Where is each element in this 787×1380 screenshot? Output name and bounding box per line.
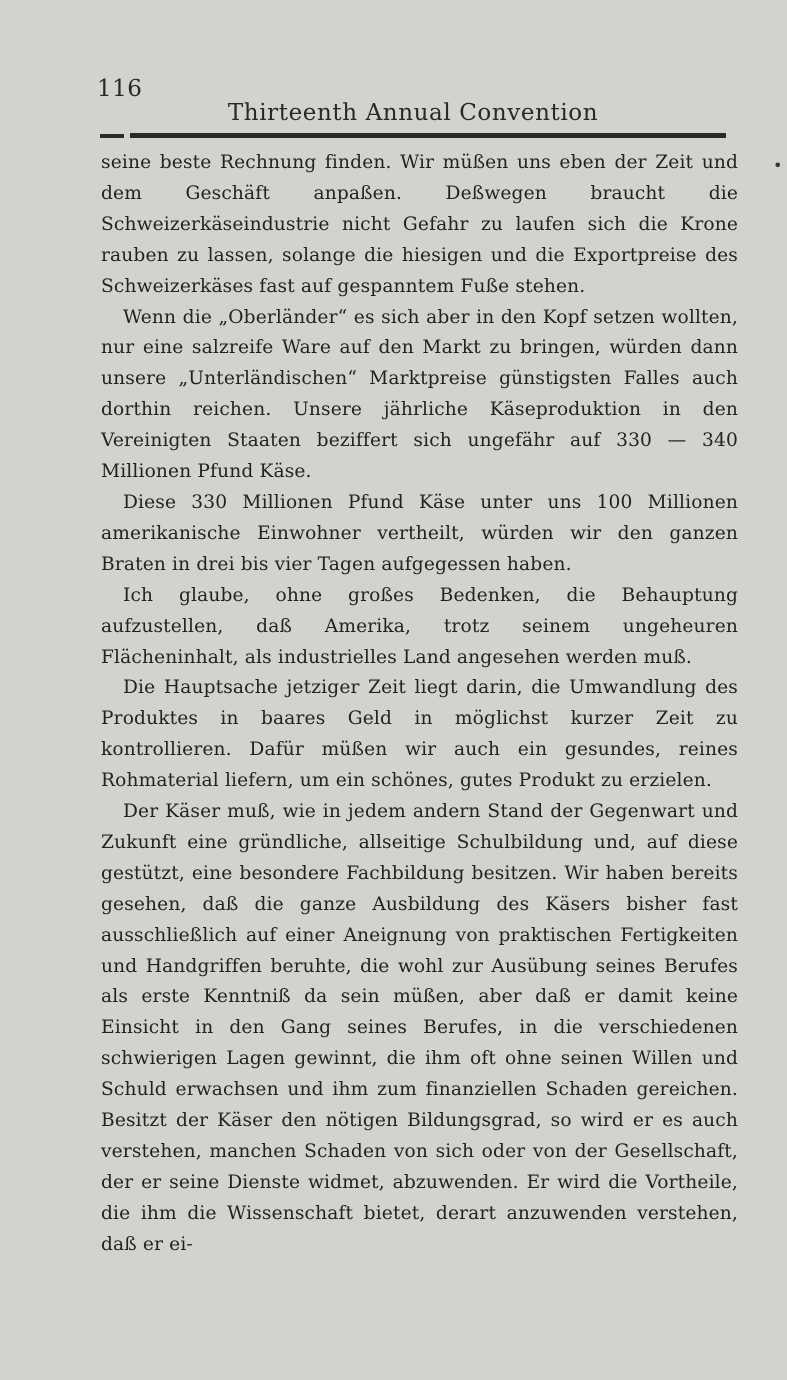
paragraph: Diese 330 Millionen Pfund Käse unter uns 100 Millionen amerikanische Einwohner vertheilt, würden wir den ganzen Braten in drei bis vier Tagen aufgegessen haben. [101,491,738,575]
paragraph: seine beste Rechnung finden. Wir müßen uns eben der Zeit und dem Geschäft anpaßen. Deßwegen braucht die Schweizerkäseindustrie nicht Gefahr zu laufen sich die Krone rauben zu lassen, solange die hiesigen und die Exportpreise des Schweizerkäses fast auf gespanntem Fuße stehen. [101,152,738,297]
paragraph: Die Hauptsache jetziger Zeit liegt darin, die Umwandlung des Produktes in baares Geld in möglichst kurzer Zeit zu kontrollieren. Dafür müßen wir auch ein gesundes, reines Rohmaterial liefern, um ein schönes, gutes Produkt zu erzielen. [101,677,738,792]
paragraph: Ich glaube, ohne großes Bedenken, die Behauptung aufzustellen, daß Amerika, trotz seinem ungeheuren Flächeninhalt, als industrielles Land angesehen werden muß. [101,584,738,668]
running-head: Thirteenth Annual Convention [227,100,599,126]
header-rule-stub [100,134,124,138]
paragraph: Der Käser muß, wie in jedem andern Stand der Gegenwart und Zukunft eine gründliche, allseitige Schulbildung und, auf diese gestützt, eine besondere Fachbildung besitzen. Wir haben bereits gesehen, daß die ganze Ausbildung des Käsers bisher fast ausschließlich auf einer Aneignung von praktischen Fertigkeiten und Handgriffen beruhte, die wohl zur Ausübung seines Berufes als erste Kenntniß da sein müßen, aber daß er damit keine Einsicht in den Gang seines Berufes, in die verschiedenen schwierigen Lagen gewinnt, die ihm oft ohne seinen Willen und Schuld erwachsen und ihm zum finanziellen Schaden gereichen. Besitzt der Käser den nötigen Bildungsgrad, so wird er es auch verstehen, manchen Schaden von sich oder von der Gesellschaft, der er seine Dienste widmet, abzuwenden. Er wird die Vortheile, die ihm die Wissenschaft bietet, derart anzuwenden verstehen, daß er ei- [101,801,738,1255]
margin-speck: • [773,156,783,175]
header-rule [130,133,726,138]
paragraph: Wenn die „Oberländer“ es sich aber in den Kopf setzen wollten, nur eine salzreife Ware auf den Markt zu bringen, würden dann unsere „Unterländischen“ Marktpreise günstigsten Falles auch dorthin reichen. Unsere jährliche Käseproduktion in den Vereinigten Staaten beziffert sich ungefähr auf 330 — 340 Millionen Pfund Käse. [101,306,738,483]
page-number: 116 [97,76,143,102]
body-text [101,148,738,1261]
